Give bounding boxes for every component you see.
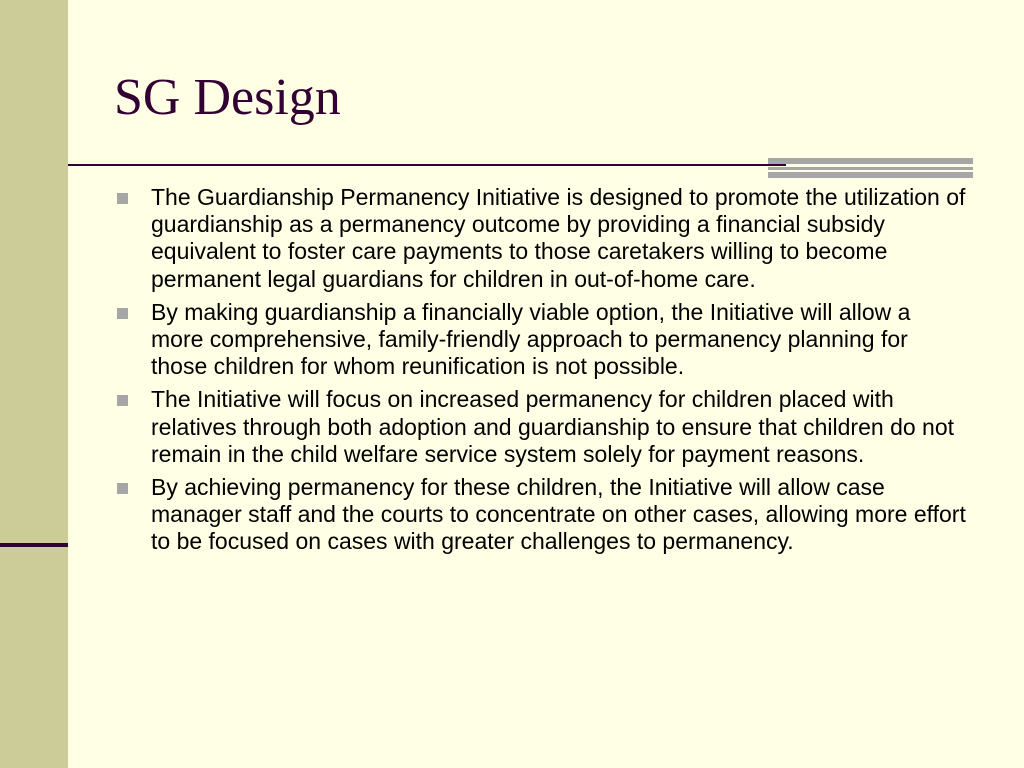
bullet-item [117,474,967,556]
left-decorative-band [0,0,68,768]
bullet-item [117,299,967,381]
accent-bar-top [768,158,973,164]
slide-title: SG Design [114,69,341,126]
left-band-rule [0,543,68,547]
bullet-text: By achieving permanency for these children, the Initiative will allow case manager staff and the courts to concentrate on other cases, allowing more effort to be focused on cases with greater challenges to permanency. [151,474,966,555]
title-underline-rule [68,164,786,166]
square-bullet-icon [117,395,128,406]
square-bullet-icon [117,193,128,204]
square-bullet-icon [117,308,128,319]
accent-bar-middle [768,167,973,170]
bullet-list [117,184,967,562]
accent-bars [768,158,973,180]
square-bullet-icon [117,483,128,494]
bullet-item [117,386,967,468]
bullet-text: By making guardianship a financially viable option, the Initiative will allow a more comprehensive, family-friendly approach to permanency planning for those children for whom reunification is not possible. [151,298,911,380]
accent-bar-bottom [768,172,973,178]
bullet-item [117,184,967,293]
bullet-text: The Guardianship Permanency Initiative is designed to promote the utilization of guardianship as a permanency outcome by providing a financial subsidy equivalent to foster care payments to those caretakers willing to become permanent legal guardians for children in out-of-home care. [151,184,966,292]
bullet-text: The Initiative will focus on increased permanency for children placed with relatives through both adoption and guardianship to ensure that children do not remain in the child welfare service system solely for payment reasons. [151,386,955,467]
